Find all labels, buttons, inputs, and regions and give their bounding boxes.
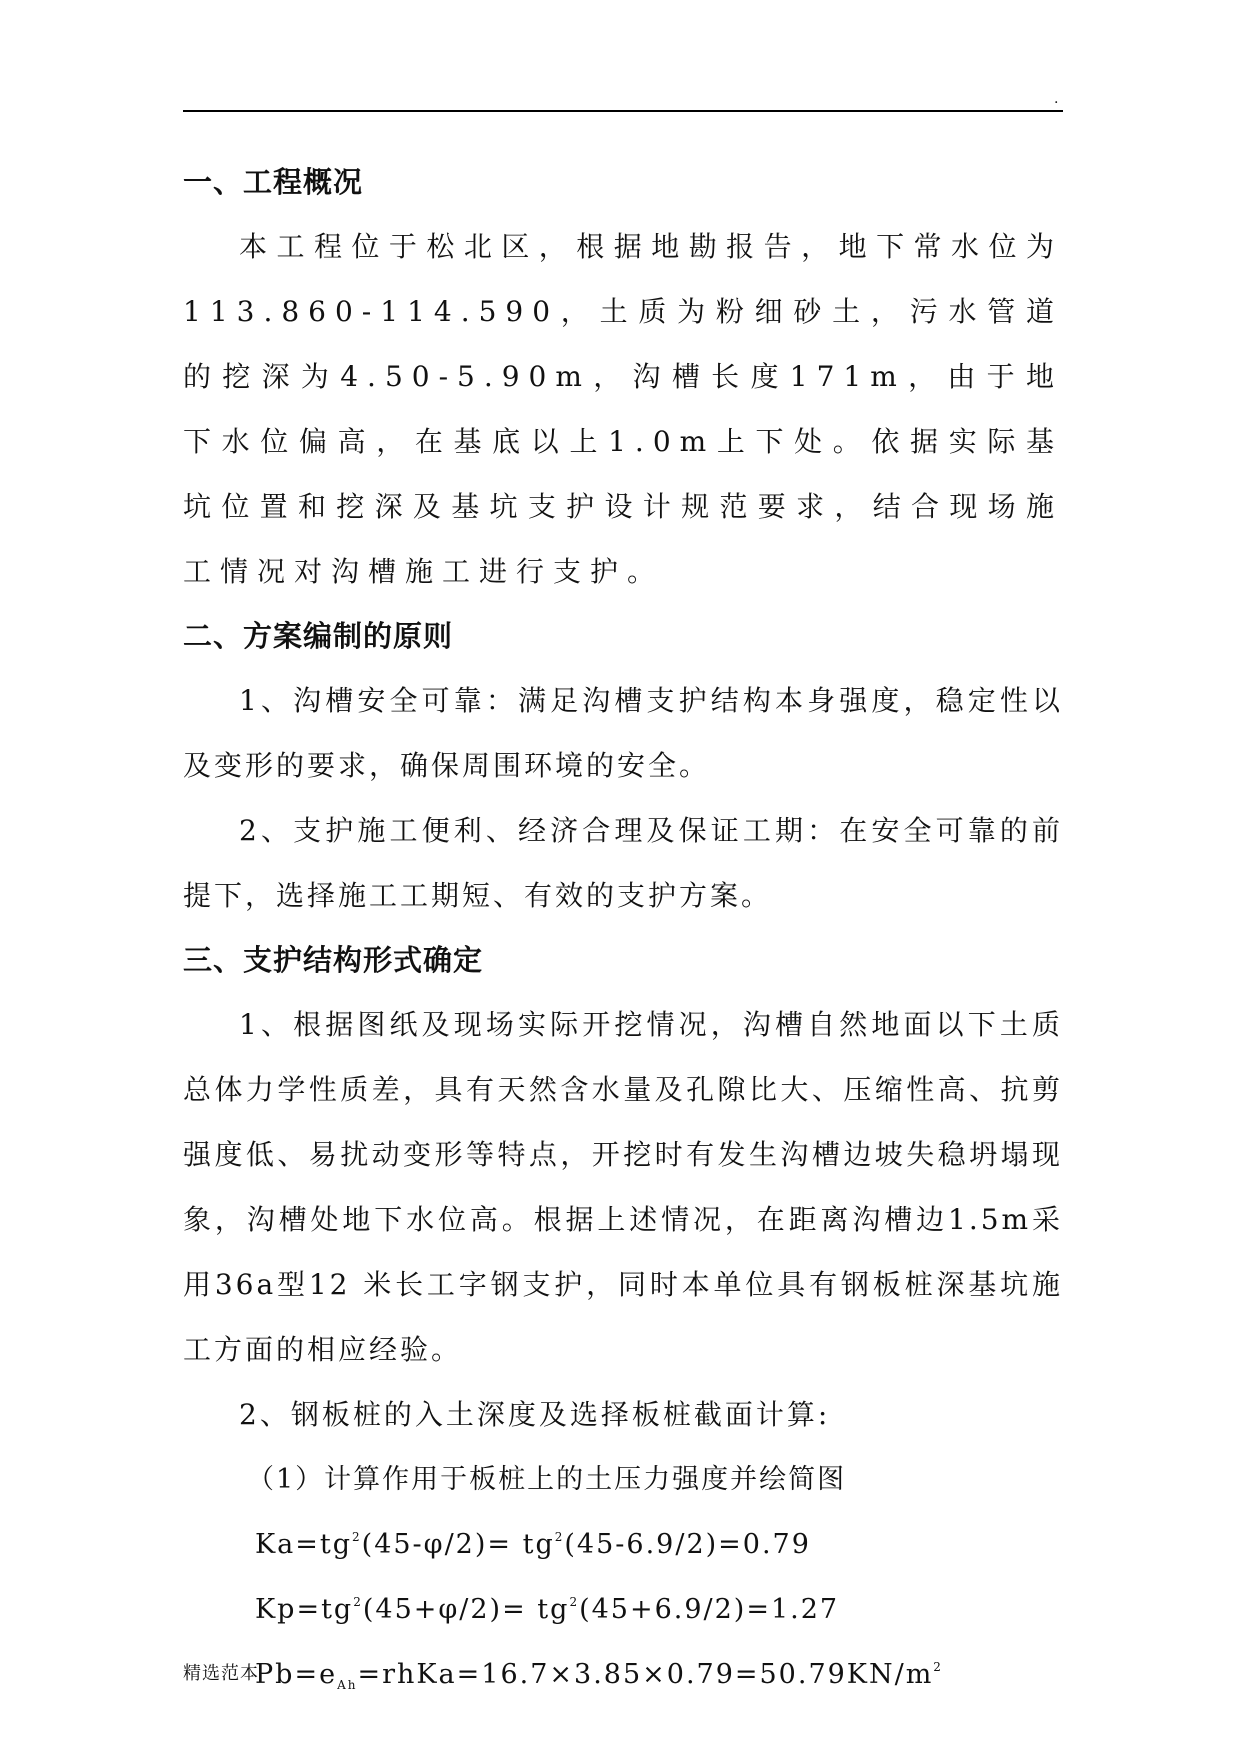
overview-paragraph: 本工程位于松北区，根据地勘报告，地下常水位为113.860-114.590，土质为粉细砂土，污水管道的挖深为4.50-5.90m，沟槽长度171m，由于地下水位偏高，在基底以上1.0m上下处。依据实际基坑位置和挖深及基坑支护设计规范要求，结合现场施工情况对沟槽施工进行支护。 <box>183 230 1063 588</box>
formula-kp-left: Kp=tg <box>255 1594 354 1625</box>
formula-kp <box>183 1577 1063 1642</box>
formula-pb <box>183 1642 1063 1707</box>
formula-ka-right: (45-6.9/2)=0.79 <box>564 1529 811 1560</box>
structure-item-2: 2、钢板桩的入土深度及选择板桩截面计算: <box>239 1398 831 1431</box>
document-body <box>183 150 1063 1707</box>
section-heading-overview: 一、工程概况 <box>183 165 364 199</box>
principle-item-2: 2、支护施工便利、经济合理及保证工期：在安全可靠的前提下，选择施工工期短、有效的支护方案。 <box>183 814 1063 912</box>
formula-pb-sup: 2 <box>933 1660 943 1674</box>
header-rule <box>183 110 1063 112</box>
formula-ka <box>183 1512 1063 1577</box>
formula-pb-sub: Ah <box>337 1678 358 1692</box>
header-dot: . <box>1054 91 1059 107</box>
formula-ka-sup: 2 <box>352 1530 362 1544</box>
formula-ka-left: Ka=tg <box>255 1529 353 1560</box>
section-heading-principles: 二、方案编制的原则 <box>183 619 454 653</box>
formula-kp-right: (45+6.9/2)=1.27 <box>579 1594 840 1625</box>
formula-kp-sup: 2 <box>353 1595 363 1609</box>
footer-label: 精选范本 <box>183 1663 259 1684</box>
section-heading-structure: 三、支护结构形式确定 <box>183 943 484 977</box>
formula-ka-sup2: 2 <box>554 1530 565 1544</box>
formula-pb-mid: =rhKa=16.7×3.85×0.79=50.79KN/m <box>357 1659 934 1690</box>
formula-kp-sup2: 2 <box>569 1595 580 1609</box>
formula-ka-mid: (45-φ/2)= tg <box>361 1529 555 1560</box>
structure-item-1: 1、根据图纸及现场实际开挖情况，沟槽自然地面以下土质总体力学性质差，具有天然含水量及孔隙比大、压缩性高、抗剪强度低、易扰动变形等特点，开挖时有发生沟槽边坡失稳坍塌现象，沟槽处地下水位高。根据上述情况，在距离沟槽边1.5m采用36a型12 米长工字钢支护，同时本单位具有钢板桩深基坑施工方面的相应经验。 <box>183 1008 1063 1366</box>
formula-pb-left: Pb=e <box>255 1659 338 1690</box>
formula-kp-mid: (45+φ/2)= tg <box>362 1594 570 1625</box>
calc-step-1: （1）计算作用于板桩上的土压力强度并绘简图 <box>247 1464 847 1495</box>
principle-item-1: 1、沟槽安全可靠：满足沟槽支护结构本身强度，稳定性以及变形的要求，确保周围环境的安全。 <box>183 684 1063 782</box>
